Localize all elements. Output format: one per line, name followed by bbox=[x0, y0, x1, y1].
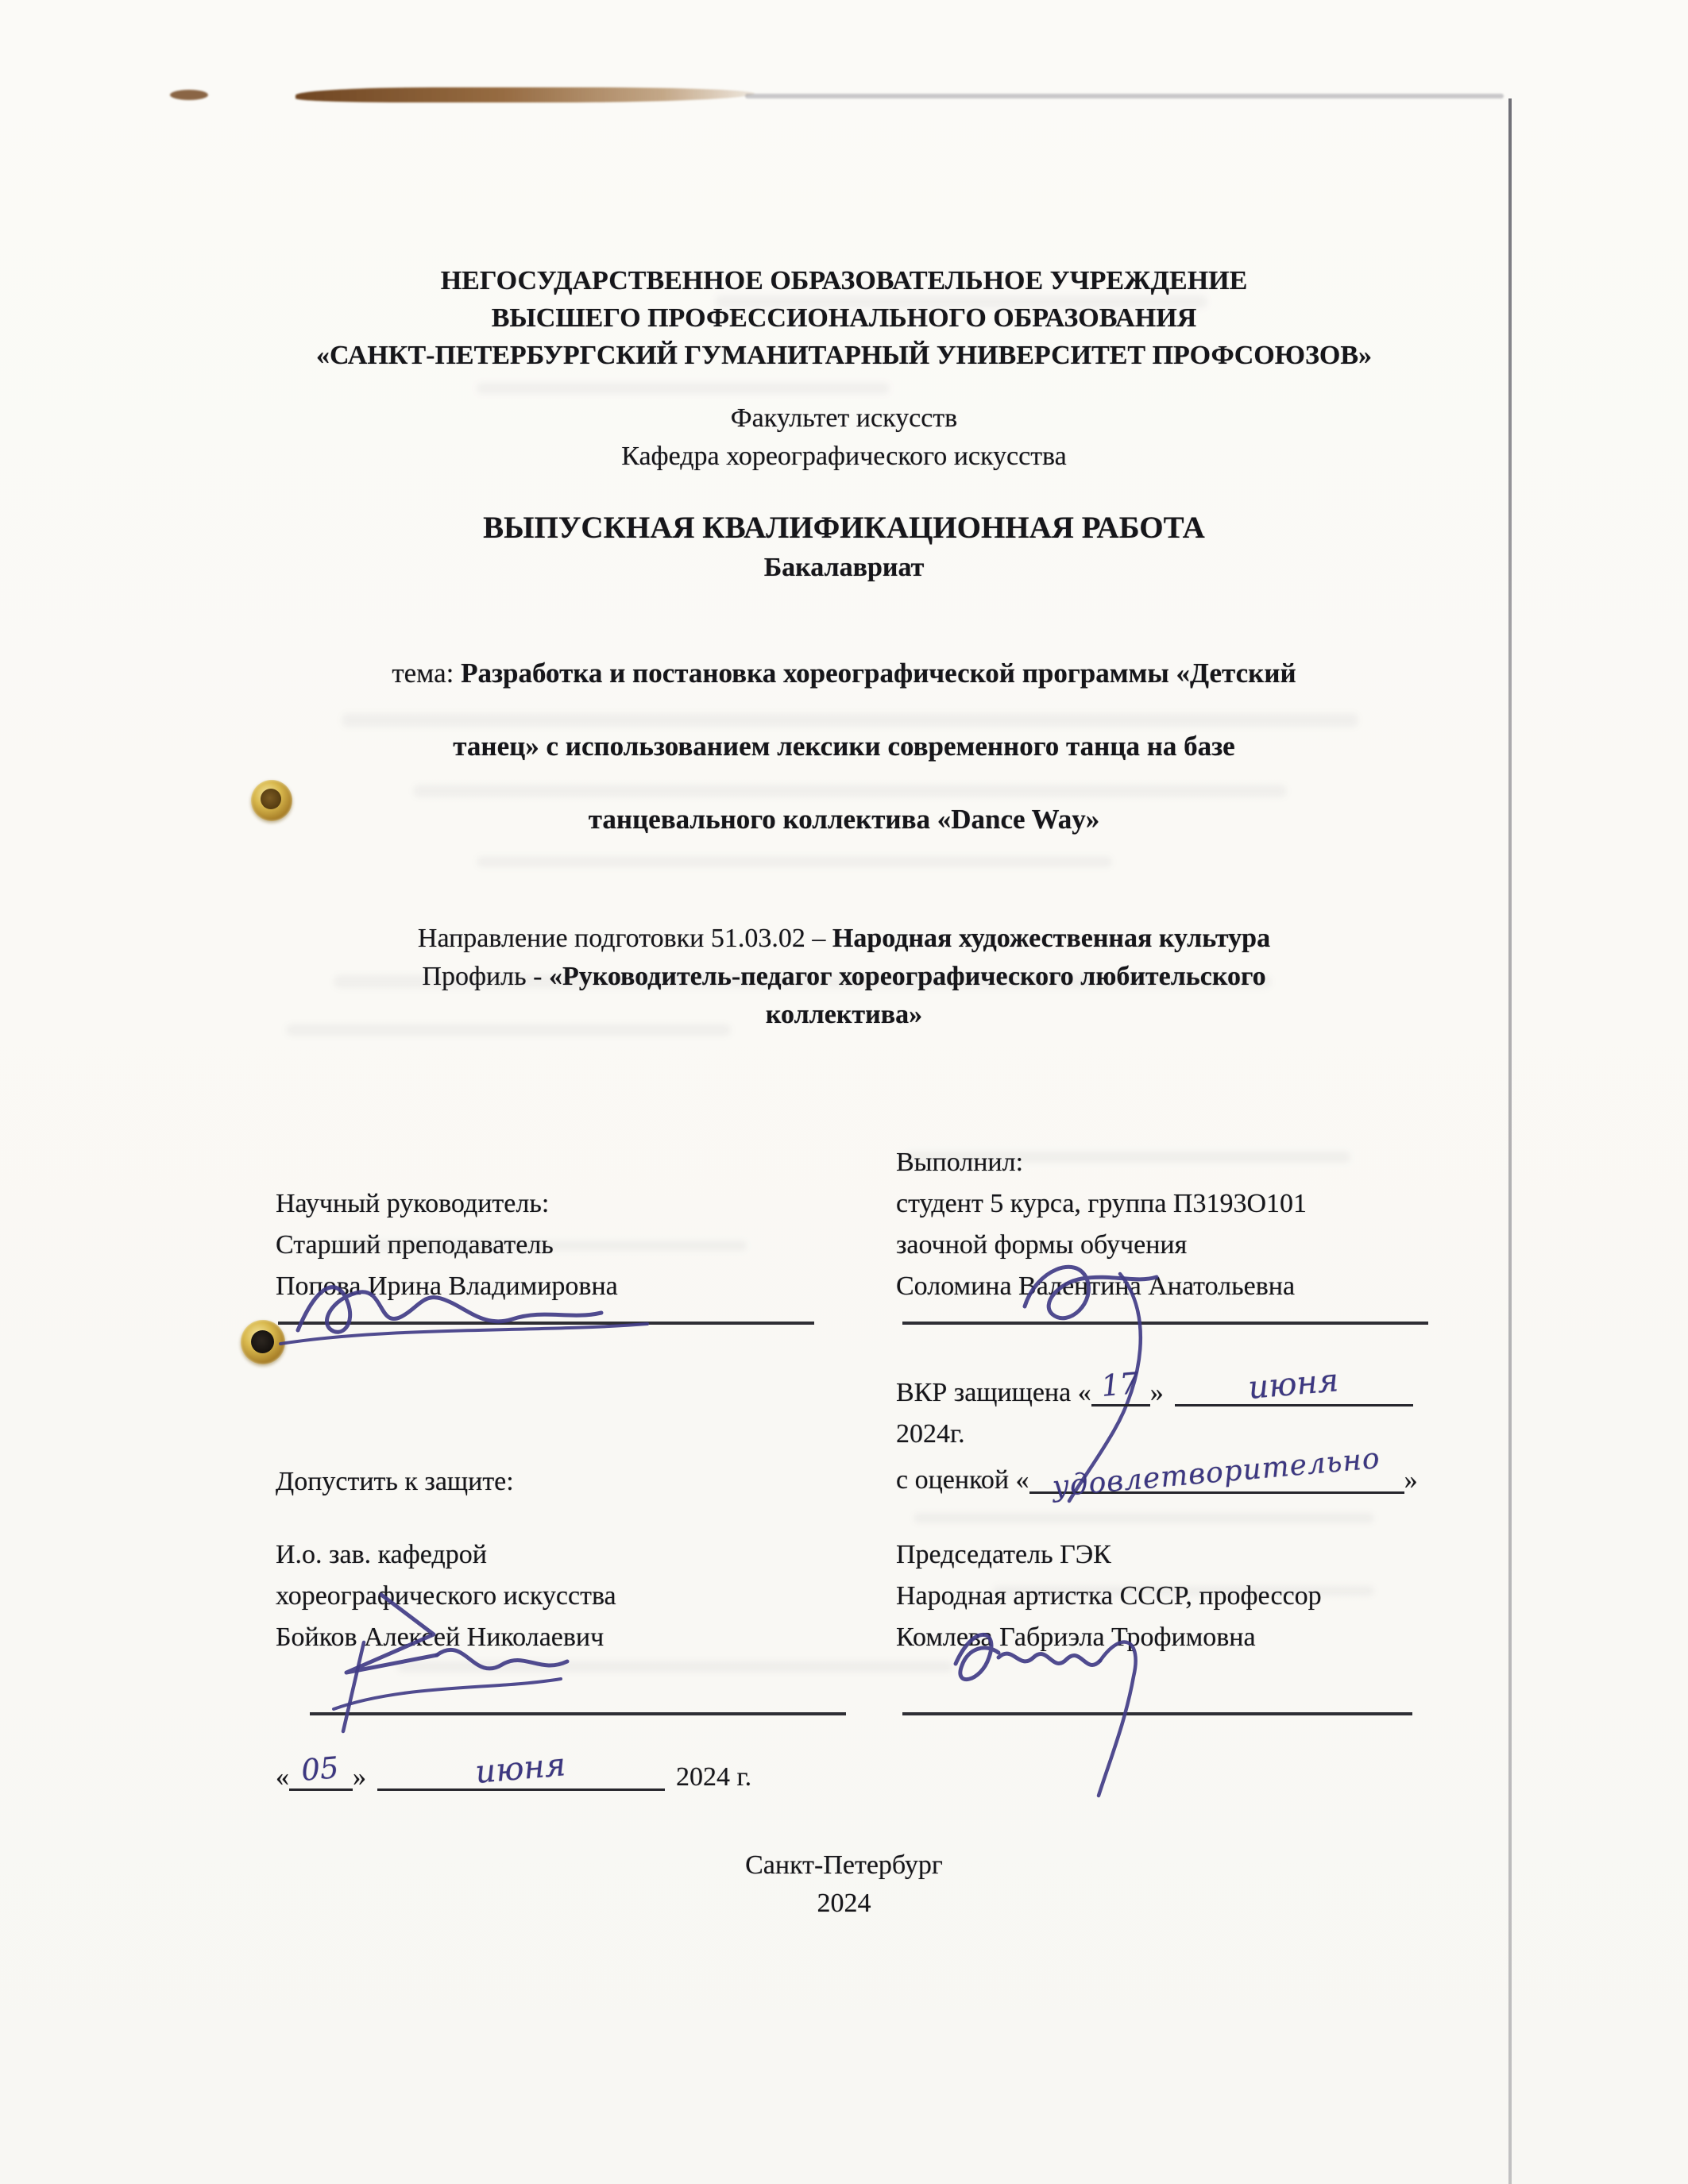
date-close-quote: » bbox=[353, 1762, 366, 1792]
ghost-text-artifact bbox=[477, 856, 1112, 867]
grade-line bbox=[896, 1442, 1418, 1503]
advisor-signature bbox=[274, 1255, 782, 1358]
head-role-line1: И.о. зав. кафедрой bbox=[276, 1540, 487, 1569]
admission-label: Допустить к защите: bbox=[276, 1467, 514, 1496]
chair-title: Народная артистка СССР, профессор bbox=[896, 1581, 1322, 1611]
topic-line-1 bbox=[0, 658, 1688, 689]
profile-value-2: коллектива» bbox=[765, 1000, 923, 1029]
footer-year: 2024 bbox=[817, 1889, 871, 1918]
defense-month-underline bbox=[1175, 1362, 1413, 1406]
faculty-name: Факультет искусств bbox=[730, 403, 958, 433]
profile-value-1: «Руководитель-педагог хореографического любительского bbox=[548, 962, 1266, 991]
handwritten-date-month: июня bbox=[473, 1746, 567, 1791]
topic-line-2: танец» с использованием лексики современного танца на базе bbox=[453, 731, 1235, 762]
degree-level: Бакалавриат bbox=[763, 553, 925, 582]
student-info-line1: студент 5 курса, группа П3193О101 bbox=[896, 1189, 1308, 1218]
work-type-title: ВЫПУСКНАЯ КВАЛИФИКАЦИОННАЯ РАБОТА bbox=[483, 511, 1205, 545]
ghost-text-artifact bbox=[413, 785, 1287, 797]
topic-text-1: Разработка и постановка хореографической программы «Детский bbox=[461, 658, 1296, 689]
defense-block bbox=[896, 1362, 1413, 1455]
grommet-hole bbox=[251, 1330, 274, 1353]
student-heading: Выполнил: bbox=[896, 1148, 1024, 1177]
scan-streak-dash bbox=[170, 90, 208, 100]
date-day-underline bbox=[289, 1750, 353, 1791]
direction-value: Народная художественная культура bbox=[832, 924, 1271, 953]
department-name: Кафедра хореографического искусства bbox=[621, 442, 1067, 471]
handwritten-defense-day: 17 bbox=[1099, 1366, 1141, 1404]
advisor-name: Попова Ирина Владимировна bbox=[276, 1271, 618, 1301]
student-name: Соломина Валентина Анатольевна bbox=[896, 1271, 1296, 1301]
org-name-line2: ВЫСШЕГО ПРОФЕССИОНАЛЬНОГО ОБРАЗОВАНИЯ bbox=[491, 303, 1197, 333]
chair-name: Комлева Габриэла Трофимовна bbox=[896, 1623, 1256, 1652]
topic-line-3: танцевального коллектива «Dance Way» bbox=[588, 804, 1100, 835]
chair-role: Председатель ГЭК bbox=[896, 1540, 1111, 1569]
org-name-line3: «САНКТ-ПЕТЕРБУРГСКИЙ ГУМАНИТАРНЫЙ УНИВЕРСИТЕТ ПРОФСОЮЗОВ» bbox=[315, 341, 1373, 370]
defense-prefix: ВКР защищена « bbox=[896, 1378, 1091, 1407]
ghost-text-artifact bbox=[914, 1513, 1374, 1523]
date-open-quote: « bbox=[276, 1762, 289, 1792]
defense-date-line bbox=[896, 1362, 1413, 1414]
direction-line bbox=[0, 920, 1688, 958]
footer-city: Санкт-Петербург bbox=[745, 1850, 943, 1880]
ghost-text-artifact bbox=[342, 713, 1358, 727]
topic-label: тема: bbox=[392, 658, 462, 689]
admission-date-line bbox=[276, 1746, 752, 1798]
chair-signature bbox=[910, 1608, 1180, 1803]
scan-streak-brown bbox=[295, 87, 755, 102]
defense-day-close: » bbox=[1149, 1378, 1164, 1407]
scan-streak-gray bbox=[745, 94, 1504, 98]
profile-line-1 bbox=[0, 958, 1688, 996]
advisor-position: Старший преподаватель bbox=[276, 1230, 554, 1260]
head-name: Бойков Алексей Николаевич bbox=[276, 1623, 605, 1652]
date-month-underline bbox=[377, 1746, 665, 1791]
handwritten-defense-month: июня bbox=[1246, 1362, 1340, 1406]
defense-day-underline bbox=[1091, 1366, 1150, 1406]
student-info-line2: заочной формы обучения bbox=[896, 1230, 1188, 1260]
grade-suffix: » bbox=[1404, 1465, 1418, 1495]
defense-year: 2024г. bbox=[896, 1419, 965, 1449]
grade-prefix: с оценкой « bbox=[896, 1465, 1029, 1495]
direction-label: Направление подготовки 51.03.02 – bbox=[417, 924, 832, 953]
advisor-heading: Научный руководитель: bbox=[276, 1189, 550, 1218]
ghost-text-artifact bbox=[477, 383, 890, 394]
grade-underline bbox=[1029, 1442, 1404, 1503]
handwritten-date-day: 05 bbox=[299, 1750, 341, 1788]
handwritten-grade: удовлетворительно bbox=[1050, 1442, 1381, 1503]
org-name-line1: НЕГОСУДАРСТВЕННОЕ ОБРАЗОВАТЕЛЬНОЕ УЧРЕЖДЕНИЕ bbox=[440, 266, 1248, 295]
head-role-line2: хореографического искусства bbox=[276, 1581, 616, 1611]
date-year: 2024 г. bbox=[676, 1762, 752, 1792]
profile-label: Профиль - bbox=[422, 962, 549, 991]
head-signature bbox=[286, 1588, 588, 1743]
